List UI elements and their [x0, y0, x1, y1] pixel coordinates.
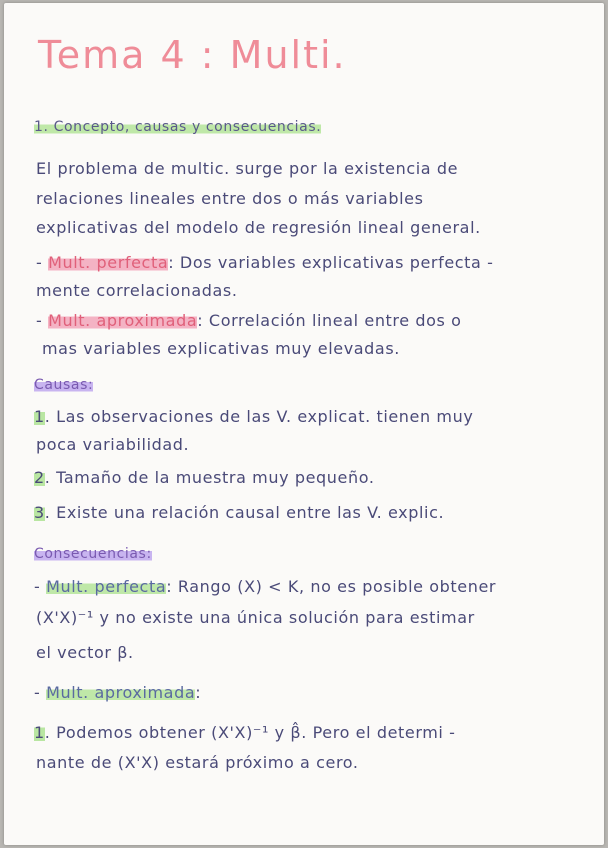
- perfecta-label: Mult. perfecta: [48, 253, 169, 272]
- consec-perfecta-line-1: - Mult. perfecta: Rango (X) < K, no es posible obtener: [34, 577, 497, 596]
- aprox-line-1: - Mult. aproximada: Correlación lineal entre dos o: [36, 311, 462, 330]
- causa-item-1-cont: poca variabilidad.: [36, 435, 190, 454]
- causa-number: 2: [34, 468, 45, 487]
- consec-perfecta-line-3: el vector β.: [36, 643, 134, 662]
- consec-aprox-item-1: [34, 723, 456, 742]
- section-heading: [34, 119, 321, 135]
- section-heading-text: 1. Concepto, causas y consecuencias.: [34, 119, 322, 135]
- consecuencias-heading: [34, 546, 152, 562]
- aprox-label: Mult. aproximada: [48, 311, 198, 330]
- causas-heading: [34, 377, 93, 393]
- causa-item-2: [34, 468, 375, 487]
- causa-item-3: [34, 503, 444, 522]
- consec-aprox-line: - Mult. aproximada:: [34, 683, 202, 702]
- intro-line-3: explicativas del modelo de regresión lineal general.: [36, 218, 481, 237]
- causa-text: . Las observaciones de las V. explicat. tienen muy: [44, 407, 474, 426]
- causa-text: . Existe una relación causal entre las V. explic.: [44, 503, 445, 522]
- consecuencias-label: Consecuencias:: [34, 546, 152, 562]
- causa-number: 1: [34, 407, 45, 426]
- consec-perfecta-label: Mult. perfecta: [46, 577, 167, 596]
- aprox-text: : Correlación lineal entre dos o: [197, 311, 462, 330]
- causa-number: 3: [34, 503, 45, 522]
- notebook-page: [4, 3, 604, 845]
- causa-text: . Tamaño de la muestra muy pequeño.: [44, 468, 375, 487]
- consec-perfecta-text: : Rango (X) < K, no es posible obtener: [166, 577, 497, 596]
- consec-aprox-item-1-cont: nante de (X'X) estará próximo a cero.: [36, 753, 359, 772]
- causa-item-1: [34, 407, 473, 426]
- intro-line-1: El problema de multic. surge por la existencia de: [36, 159, 459, 178]
- consec-item-number: 1: [34, 723, 45, 742]
- consec-perfecta-line-2: (X'X)⁻¹ y no existe una única solución para estimar: [36, 608, 475, 627]
- consec-item-text: . Podemos obtener (X'X)⁻¹ y β̂. Pero el determi -: [44, 723, 456, 742]
- page-title: Tema 4 : Multi.: [38, 33, 347, 77]
- consec-aprox-label: Mult. aproximada: [46, 683, 196, 702]
- causas-label: Causas:: [34, 377, 94, 393]
- aprox-line-2: mas variables explicativas muy elevadas.: [42, 339, 400, 358]
- perfecta-text: : Dos variables explicativas perfecta -: [168, 253, 494, 272]
- perfecta-line-1: - Mult. perfecta: Dos variables explicativas perfecta -: [36, 253, 494, 272]
- intro-line-2: relaciones lineales entre dos o más variables: [36, 189, 424, 208]
- perfecta-line-2: mente correlacionadas.: [36, 281, 238, 300]
